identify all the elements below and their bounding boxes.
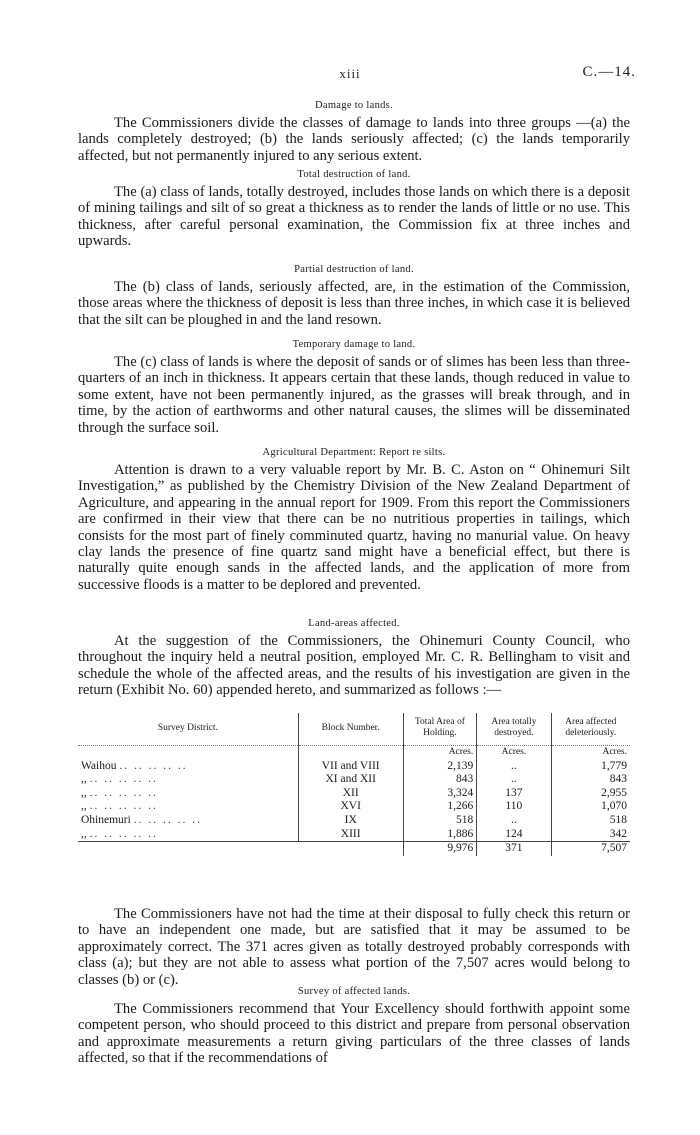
affected-sum: 7,507 — [551, 842, 630, 856]
section-heading: Total destruction of land. — [297, 169, 411, 180]
affected-cell: 342 — [551, 828, 630, 842]
table-row — [78, 800, 630, 814]
header-block-number: Block Number. — [298, 713, 403, 746]
totals-row — [78, 842, 630, 856]
table-row — [78, 828, 630, 842]
section-agricultural-report — [78, 446, 630, 593]
section-damage-to-lands — [78, 99, 630, 164]
section-paragraph: The (c) class of lands is where the deposit of sands or of slimes has been less than three-quarters of an inch in thickness. It appears certain that these lands, though reduced in value to some extent, have not been permanently injured, as the grasses will break through, and in time, by the action of earthworms and other natural causes, the slimes will be disseminated through the surface soil. — [78, 354, 630, 436]
block-cell: XVI — [298, 800, 403, 814]
dot-leader: .. .. .. .. .. — [133, 813, 202, 826]
destroyed-cell: .. — [477, 760, 551, 774]
block-cell: VII and VIII — [298, 760, 403, 774]
section-paragraph: The (a) class of lands, totally destroyed, includes those lands on which there is a deposit of mining tailings and silt of so great a thickness as to render the lands of little or no use. This thickness, after careful personal examination, the Commission fix at three inches and upwards. — [78, 184, 630, 250]
section-paragraph: The Commissioners have not had the time at their disposal to fully check this return or to have an independent one made, but are satisfied that it may be assumed to be approximately correct. The 371 acres given as totally destroyed probably corresponds with class (a); but they are not able to assess what portion of the 7,507 acres would belong to classes (b) or (c). — [78, 906, 630, 988]
total-cell: 3,324 — [403, 787, 477, 801]
document-reference: C.—14. — [582, 64, 636, 80]
district-cell: ,, — [81, 773, 87, 786]
page-number: xiii — [339, 66, 361, 81]
total-cell: 843 — [403, 773, 477, 787]
dot-leader: .. .. .. .. .. — [89, 786, 158, 799]
dot-leader: .. .. .. .. .. — [89, 773, 158, 786]
affected-cell: 518 — [551, 814, 630, 828]
header-total-area: Total Area of Holding. — [403, 713, 477, 746]
dot-leader: .. .. .. .. .. — [89, 827, 158, 840]
section-heading: Temporary damage to land. — [292, 339, 416, 350]
table-row — [78, 773, 630, 787]
block-cell: XI and XII — [298, 773, 403, 787]
dot-leader: .. .. .. .. .. — [119, 759, 188, 772]
section-land-areas — [78, 617, 630, 699]
dot-leader: .. .. .. .. .. — [89, 800, 158, 813]
destroyed-cell: 137 — [477, 787, 551, 801]
destroyed-cell: .. — [477, 814, 551, 828]
district-cell: ,, — [81, 800, 87, 813]
unit-label: Acres. — [403, 746, 477, 760]
table-row — [78, 787, 630, 801]
total-cell: 1,266 — [403, 800, 477, 814]
total-cell: 1,886 — [403, 828, 477, 842]
table-row — [78, 760, 630, 774]
destroyed-cell: .. — [477, 773, 551, 787]
affected-cell: 1,779 — [551, 760, 630, 774]
section-heading: Damage to lands. — [315, 100, 393, 111]
district-cell: Ohinemuri — [81, 813, 131, 826]
affected-cell: 843 — [551, 773, 630, 787]
header-area-affected: Area affected deleteriously. — [551, 713, 630, 746]
block-cell: XIII — [298, 828, 403, 842]
total-sum: 9,976 — [403, 842, 477, 856]
table-header-row — [78, 713, 630, 746]
section-heading: Partial destruction of land. — [294, 264, 414, 275]
section-paragraph: The Commissioners recommend that Your Excellency should forthwith appoint some competent person, who should proceed to this district and prepare from personal observation and approximate measurements a return giving particulars of the three classes of lands affected, so that if the recommendations of — [78, 1001, 630, 1067]
total-cell: 2,139 — [403, 760, 477, 774]
section-after-table — [78, 906, 630, 988]
section-heading: Agricultural Department: Report re silts. — [262, 447, 446, 458]
block-cell: XII — [298, 787, 403, 801]
section-partial-destruction — [78, 263, 630, 328]
affected-cell: 2,955 — [551, 787, 630, 801]
section-total-destruction — [78, 168, 630, 250]
table-row — [78, 814, 630, 828]
district-cell: ,, — [81, 827, 87, 840]
total-cell: 518 — [403, 814, 477, 828]
destroyed-cell: 110 — [477, 800, 551, 814]
block-cell: IX — [298, 814, 403, 828]
district-cell: ,, — [81, 786, 87, 799]
section-heading: Survey of affected lands. — [297, 986, 411, 997]
header-area-destroyed: Area totally destroyed. — [477, 713, 551, 746]
district-cell: Waihou — [81, 759, 117, 772]
unit-label: Acres. — [551, 746, 630, 760]
destroyed-sum: 371 — [477, 842, 551, 856]
affected-cell: 1,070 — [551, 800, 630, 814]
section-paragraph: The Commissioners divide the classes of damage to lands into three groups —(a) the lands completely destroyed; (b) the lands seriously affected; (c) the lands temporarily affected, but not permanently injured to any serious extent. — [78, 115, 630, 164]
header-survey-district: Survey District. — [78, 713, 298, 746]
unit-label: Acres. — [477, 746, 551, 760]
section-paragraph: Attention is drawn to a very valuable report by Mr. B. C. Aston on “ Ohinemuri Silt Investigation,” as published by the Chemistry Division of the New Zealand Department of Agriculture, and appearing in the annual report for 1909. From this report the Commissioners are confirmed in their view that there can be no nutritious properties in tailings, which consists for the most part of finely comminuted quartz, having no manurial value. On heavy clay lands the presence of fine quartz sand might have a beneficial effect, but there is naturally quite enough sands in the affected lands, and the application of more from successive floods is a matter to be deplored and prevented. — [78, 462, 630, 593]
section-paragraph: The (b) class of lands, seriously affected, are, in the estimation of the Commission, those areas where the thickness of deposit is less than three inches, in which case it is believed that the silt can be ploughed in and the land resown. — [78, 279, 630, 328]
section-heading: Land-areas affected. — [308, 618, 400, 629]
section-temporary-damage — [78, 338, 630, 436]
destroyed-cell: 124 — [477, 828, 551, 842]
section-survey-of-lands — [78, 985, 630, 1067]
section-paragraph: At the suggestion of the Commissioners, the Ohinemuri County Council, who throughout the inquiry held a neutral position, employed Mr. C. R. Bellingham to visit and schedule the whole of the affected areas, and the results of his investigation are given in the return (Exhibit No. 60) appended hereto, and summarized as follows :— — [78, 633, 630, 699]
units-row — [78, 746, 630, 760]
land-areas-table — [78, 713, 630, 856]
